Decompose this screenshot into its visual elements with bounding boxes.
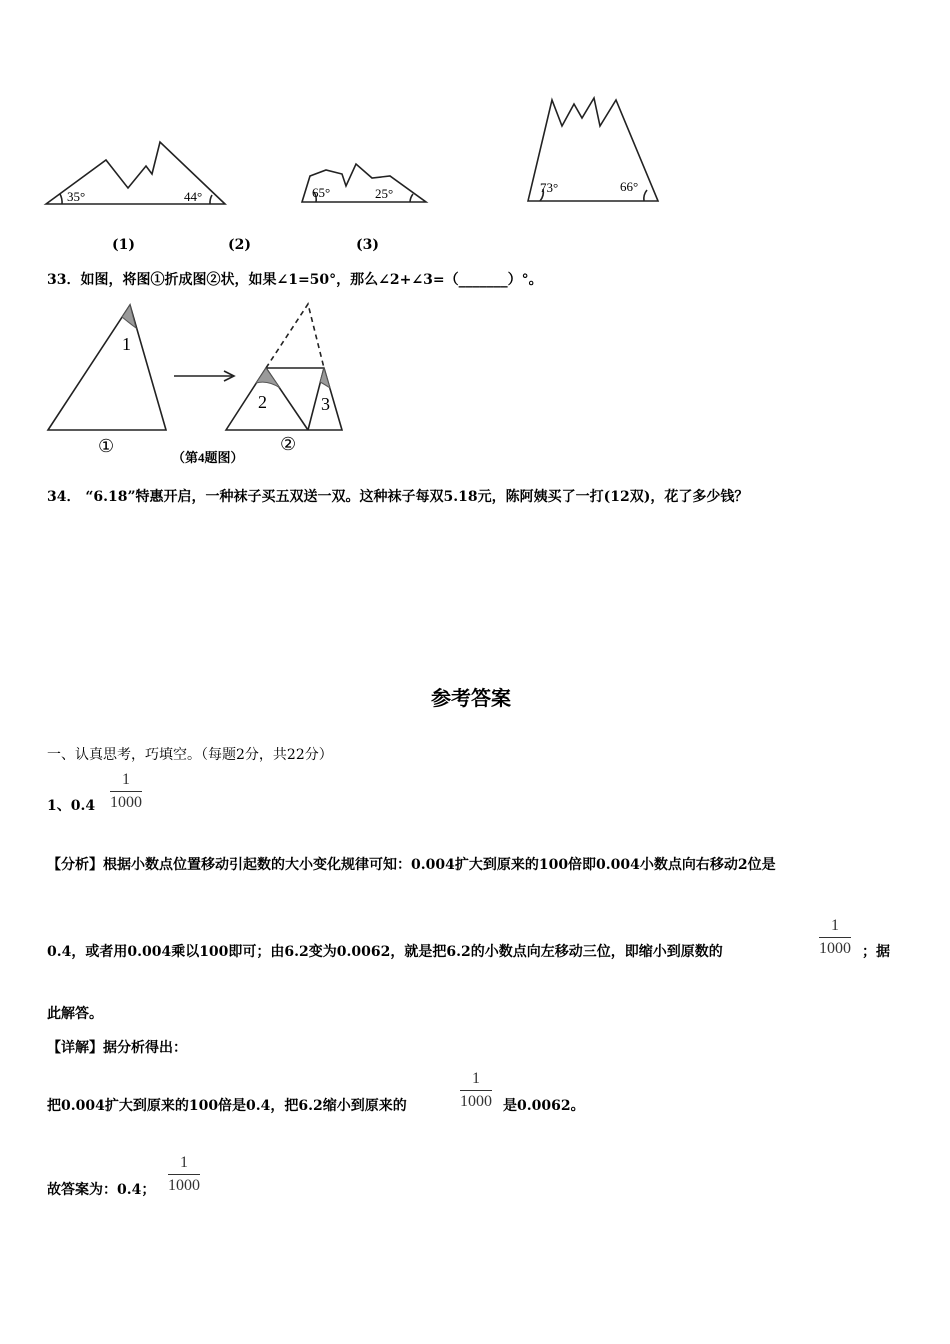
caption-3: (3) [356,237,379,253]
fraction-denominator: 1000 [819,940,851,957]
caption-2: (2) [228,237,251,253]
fraction-analysis [819,916,851,959]
shape2-angle-left: 65° [312,185,331,200]
fraction-numerator: 1 [831,917,839,934]
question-34: 34． “6.18”特惠开启，一种袜子买五双送一双。这种袜子每双5.18元，陈阿姨买了一打(12双)，花了多少钱？ [47,489,749,505]
fold-caption: （第4题图） [172,450,244,465]
analysis-line-2-tail: ；据 [862,944,890,960]
analysis-line-3: 此解答。 [47,1006,103,1022]
fraction-numerator: 1 [180,1154,188,1171]
shape1-angle-left: 35° [67,189,86,204]
caption-1: (1) [112,237,135,253]
analysis-line-1: 【分析】根据小数点位置移动引起数的大小变化规律可知：0.004扩大到原来的100倍即0.004小数点向右移动2位是 [47,857,776,873]
fraction-denominator: 1000 [168,1177,200,1194]
fold-label-2: 2 [258,392,267,412]
fraction-denominator: 1000 [110,794,142,811]
detail-line-tail: 是0.0062。 [503,1098,585,1114]
fold-figure [40,300,360,470]
circle-label-2: ② [280,434,297,454]
answers-title: 参考答案 [431,686,511,710]
final-answer: 故答案为：0.4； [47,1182,156,1198]
fraction-numerator: 1 [122,771,130,788]
detail-line: 把0.004扩大到原来的100倍是0.4，把6.2缩小到原来的 [47,1098,407,1114]
fraction-denominator: 1000 [460,1093,492,1110]
fold-label-3: 3 [321,394,330,414]
answer-1: 1、0.4 [47,798,96,814]
shape2-angle-right: 25° [375,186,394,201]
shape3-angle-right: 66° [620,179,639,194]
fold-label-1: 1 [122,334,131,354]
analysis-line-2: 0.4，或者用0.004乘以100即可；由6.2变为0.0062，就是把6.2的小数点向左移动三位，即缩小到原数的 [47,944,723,960]
fraction-numerator: 1 [472,1070,480,1087]
detail-label: 【详解】据分析得出： [47,1040,187,1056]
fraction-answer-1 [110,770,142,813]
fraction-final [168,1153,200,1196]
question-33: 33．如图，将图①折成图②状，如果∠1=50°，那么∠2+∠3=（_______）°。 [47,272,543,288]
fraction-detail [460,1069,492,1112]
answers-section: 一、认真思考，巧填空。（每题2分，共22分） [47,747,333,763]
circle-label-1: ① [98,436,115,456]
shape1-angle-right: 44° [184,189,203,204]
shape3-angle-left: 73° [540,180,559,195]
angle-figures [40,90,680,215]
